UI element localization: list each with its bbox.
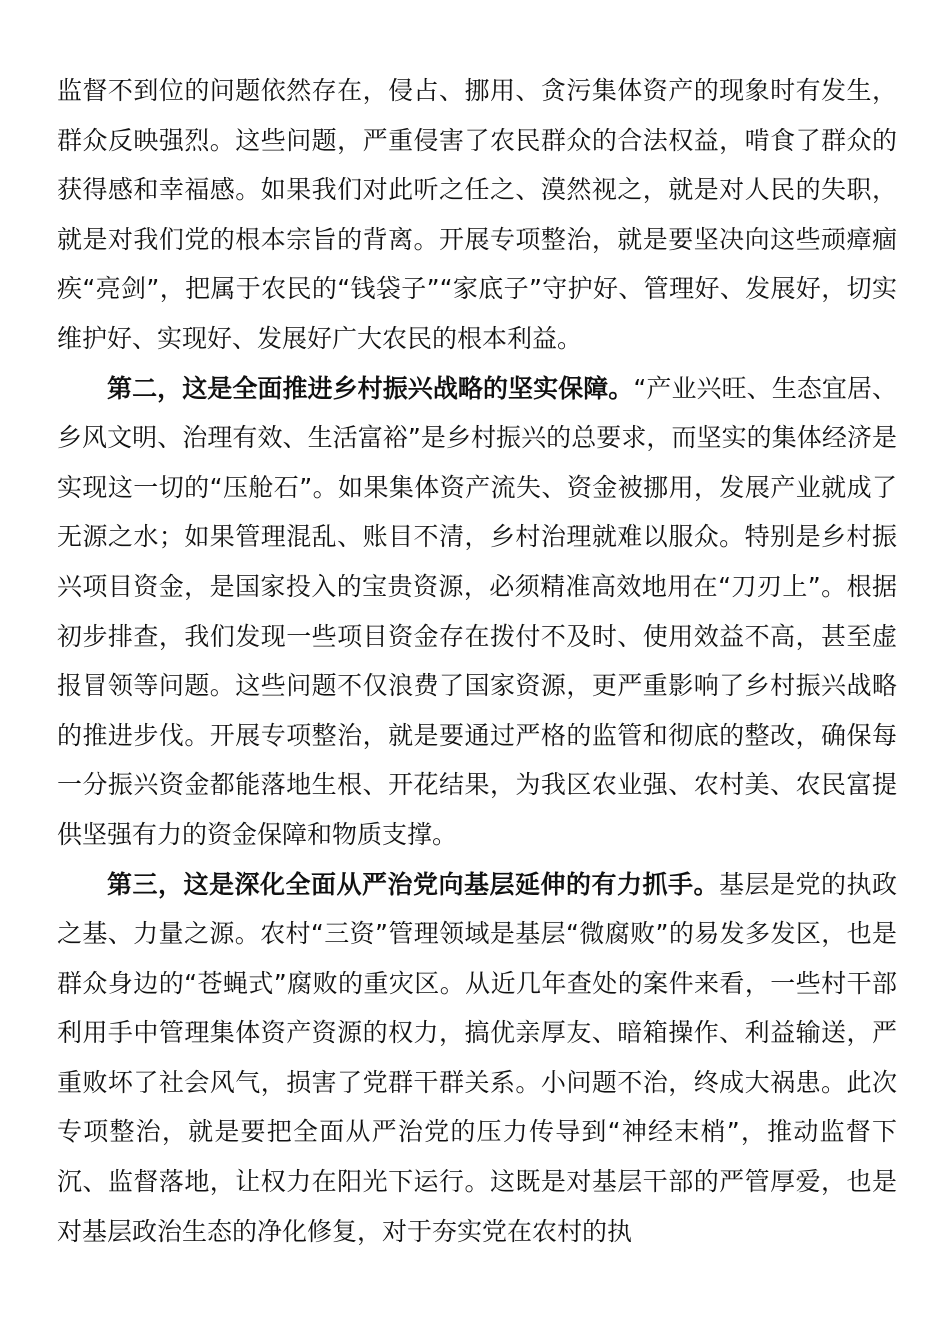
paragraph-1-text: 监督不到位的问题依然存在，侵占、挪用、贪污集体资产的现象时有发生，群众反映强烈。这些问题，严重侵害了农民群众的合法权益，啃食了群众的获得感和幸福感。如果我们对此听之任之、漠然视之，就是对人民的失职，就是对我们党的根本宗旨的背离。开展专项整治，就是要坚决向这些顽瘴痼疾“亮剑”，把属于农民的“钱袋子”“家底子”守护好、管理好、发展好，切实维护好、实现好、发展好广大农民的根本利益。 bbox=[57, 76, 897, 353]
paragraph-1 bbox=[57, 66, 897, 364]
paragraph-3 bbox=[57, 860, 897, 1257]
paragraph-3-lead: 第三，这是深化全面从严治党向基层延伸的有力抓手。 bbox=[107, 869, 719, 899]
paragraph-2 bbox=[57, 364, 897, 860]
document-page bbox=[57, 66, 897, 1256]
paragraph-2-text: “产业兴旺、生态宜居、乡风文明、治理有效、生活富裕”是乡村振兴的总要求，而坚实的集体经济是实现这一切的“压舱石”。如果集体资产流失、资金被挪用，发展产业就成了无源之水；如果管理混乱、账目不清，乡村治理就难以服众。特别是乡村振兴项目资金，是国家投入的宝贵资源，必须精准高效地用在“刀刃上”。根据初步排查，我们发现一些项目资金存在拨付不及时、使用效益不高，甚至虚报冒领等问题。这些问题不仅浪费了国家资源，更严重影响了乡村振兴战略的推进步伐。开展专项整治，就是要通过严格的监管和彻底的整改，确保每一分振兴资金都能落地生根、开花结果，为我区农业强、农村美、农民富提供坚强有力的资金保障和物质支撑。 bbox=[57, 373, 898, 849]
paragraph-2-lead: 第二，这是全面推进乡村振兴战略的坚实保障。 bbox=[107, 373, 634, 403]
paragraph-3-text: 基层是党的执政之基、力量之源。农村“三资”管理领域是基层“微腐败”的易发多发区，也是群众身边的“苍蝇式”腐败的重灾区。从近几年查处的案件来看，一些村干部利用手中管理集体资产资源的权力，搞优亲厚友、暗箱操作、利益输送，严重败坏了社会风气，损害了党群干群关系。小问题不治，终成大祸患。此次专项整治，就是要把全面从严治党的压力传导到“神经末梢”，推动监督下沉、监督落地，让权力在阳光下运行。这既是对基层干部的严管厚爱，也是对基层政治生态的净化修复，对于夯实党在农村的执 bbox=[57, 869, 897, 1246]
